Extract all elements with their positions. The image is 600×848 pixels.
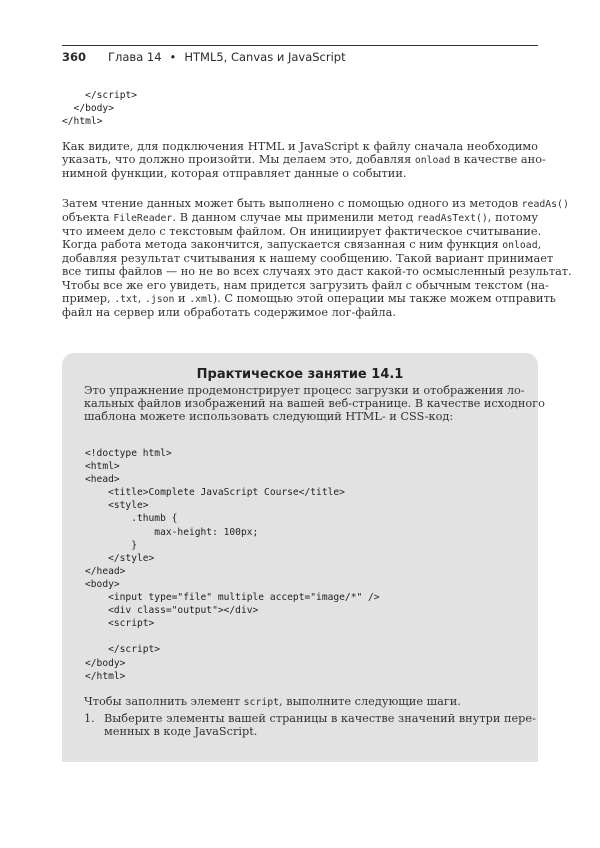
- paragraph-filereader: [62, 197, 572, 319]
- text-line: [62, 252, 554, 266]
- text-run: Когда работа метода закончится, запускается связанная с ним функция: [62, 238, 503, 252]
- code-line: max-height: 100px;: [85, 526, 259, 538]
- code-line: </style>: [85, 552, 155, 564]
- text-line: [62, 153, 546, 167]
- code-line: </script>: [85, 644, 161, 656]
- code-line: <script>: [85, 618, 155, 630]
- step-1-text: [104, 712, 536, 739]
- text-run: Чтобы все же его увидеть, нам придется загрузить файл с обычным текстом (на-: [62, 278, 549, 292]
- text-line: [62, 291, 556, 306]
- text-line: [62, 306, 538, 319]
- code-line: [85, 630, 380, 643]
- text-run: . В данном случае мы применили метод: [172, 211, 417, 225]
- text-line: [62, 238, 542, 252]
- code-line: </head>: [85, 565, 126, 577]
- code-line: <style>: [85, 500, 149, 512]
- code-line: <div class="output"></div>: [85, 605, 259, 617]
- text-line: [62, 211, 538, 225]
- text-run: объекта: [62, 211, 114, 225]
- text-run: Чтобы заполнить элемент: [84, 695, 244, 708]
- text-run: кальных файлов изображений на вашей веб-странице. В качестве исходного: [84, 397, 545, 411]
- text-line: [62, 167, 538, 180]
- code-line: }: [85, 539, 137, 551]
- inline-code: FileReader: [113, 213, 173, 225]
- text-line: [62, 140, 538, 153]
- code-line: <head>: [85, 474, 120, 486]
- exercise-code-block: [85, 447, 380, 683]
- exercise-title: Практическое занятие 14.1: [196, 367, 404, 382]
- text-run: нимной функции, которая отправляет данные о событии.: [62, 167, 407, 181]
- chapter-label: Глава 14: [108, 50, 162, 64]
- code-block-top: [62, 89, 137, 128]
- text-run: ,: [537, 238, 542, 252]
- text-line: [62, 265, 572, 279]
- code-line: <input type="file" multiple accept="image/*" />: [85, 592, 380, 604]
- text-run: пример,: [62, 291, 115, 305]
- chapter-title: HTML5, Canvas и JavaScript: [184, 50, 346, 64]
- inline-code: onload: [502, 240, 538, 252]
- code-line: <title>Complete JavaScript Course</title>: [85, 487, 345, 499]
- text-run: Затем чтение данных может быть выполнено с помощью одного из методов: [62, 197, 522, 210]
- code-line: </body>: [85, 657, 126, 669]
- code-line: .thumb {: [85, 513, 178, 525]
- text-run: указать, что должно произойти. Мы делаем это, добавляя: [62, 153, 415, 167]
- text-run: добавляя результат считывания к нашему сообщению. Такой вариант принимает: [62, 252, 554, 266]
- code-line: <body>: [85, 578, 120, 590]
- text-line: [104, 712, 536, 725]
- text-line: [62, 278, 549, 292]
- page-number: 360: [62, 50, 87, 64]
- text-run: Как видите, для подключения HTML и JavaScript к файлу сначала необходимо: [62, 140, 538, 153]
- text-run: все типы файлов — но не во всех случаях это даст какой-то осмысленный результат.: [62, 265, 572, 279]
- code-line: <!doctype html>: [85, 448, 172, 459]
- code-line: <html>: [85, 461, 120, 473]
- text-line: [84, 695, 518, 709]
- header-rule: [62, 45, 538, 46]
- text-line: [84, 410, 518, 423]
- text-line: [84, 384, 525, 397]
- text-run: и: [174, 291, 190, 305]
- exercise-box: [62, 353, 545, 762]
- running-header: [62, 50, 346, 64]
- text-run: менных в коде JavaScript.: [104, 725, 258, 739]
- text-run: файл на сервер или обработать содержимое лог-файла.: [62, 305, 396, 319]
- text-run: ,: [137, 291, 145, 305]
- paragraph-html-js: [62, 140, 546, 181]
- inline-code: .json: [144, 293, 175, 305]
- text-line: [104, 725, 518, 738]
- inline-code: script: [243, 697, 280, 708]
- code-line: </script>: [62, 90, 138, 101]
- text-run: что имеем дело с текстовым файлом. Он инициирует фактическое считывание.: [62, 225, 542, 239]
- code-line: </html>: [62, 116, 103, 128]
- code-line: </html>: [85, 670, 126, 682]
- exercise-intro: [84, 384, 545, 424]
- inline-code: readAs(): [521, 199, 569, 210]
- text-line: [84, 397, 545, 411]
- text-run: , выполните следующие шаги.: [279, 695, 461, 708]
- inline-code: .xml: [189, 293, 213, 305]
- text-run: , потому: [487, 211, 538, 225]
- header-separator: •: [169, 50, 177, 64]
- text-run: в качестве ано-: [450, 153, 546, 167]
- code-line: </body>: [62, 103, 114, 115]
- inline-code: .txt: [114, 293, 138, 305]
- text-run: Это упражнение продемонстрирует процесс загрузки и отображения ло-: [84, 384, 525, 397]
- text-line: [62, 225, 542, 239]
- text-run: ). С помощью этой операции мы также можем отправить: [212, 291, 556, 305]
- text-line: [62, 197, 569, 211]
- exercise-instruction: [84, 695, 518, 709]
- step-number: 1.: [84, 712, 95, 725]
- inline-code: readAsText(): [417, 213, 488, 225]
- text-run: Выберите элементы вашей страницы в качестве значений внутри пере-: [104, 712, 536, 725]
- inline-code: onload: [414, 155, 451, 167]
- text-run: шаблона можете использовать следующий HTML- и CSS-код:: [84, 410, 454, 424]
